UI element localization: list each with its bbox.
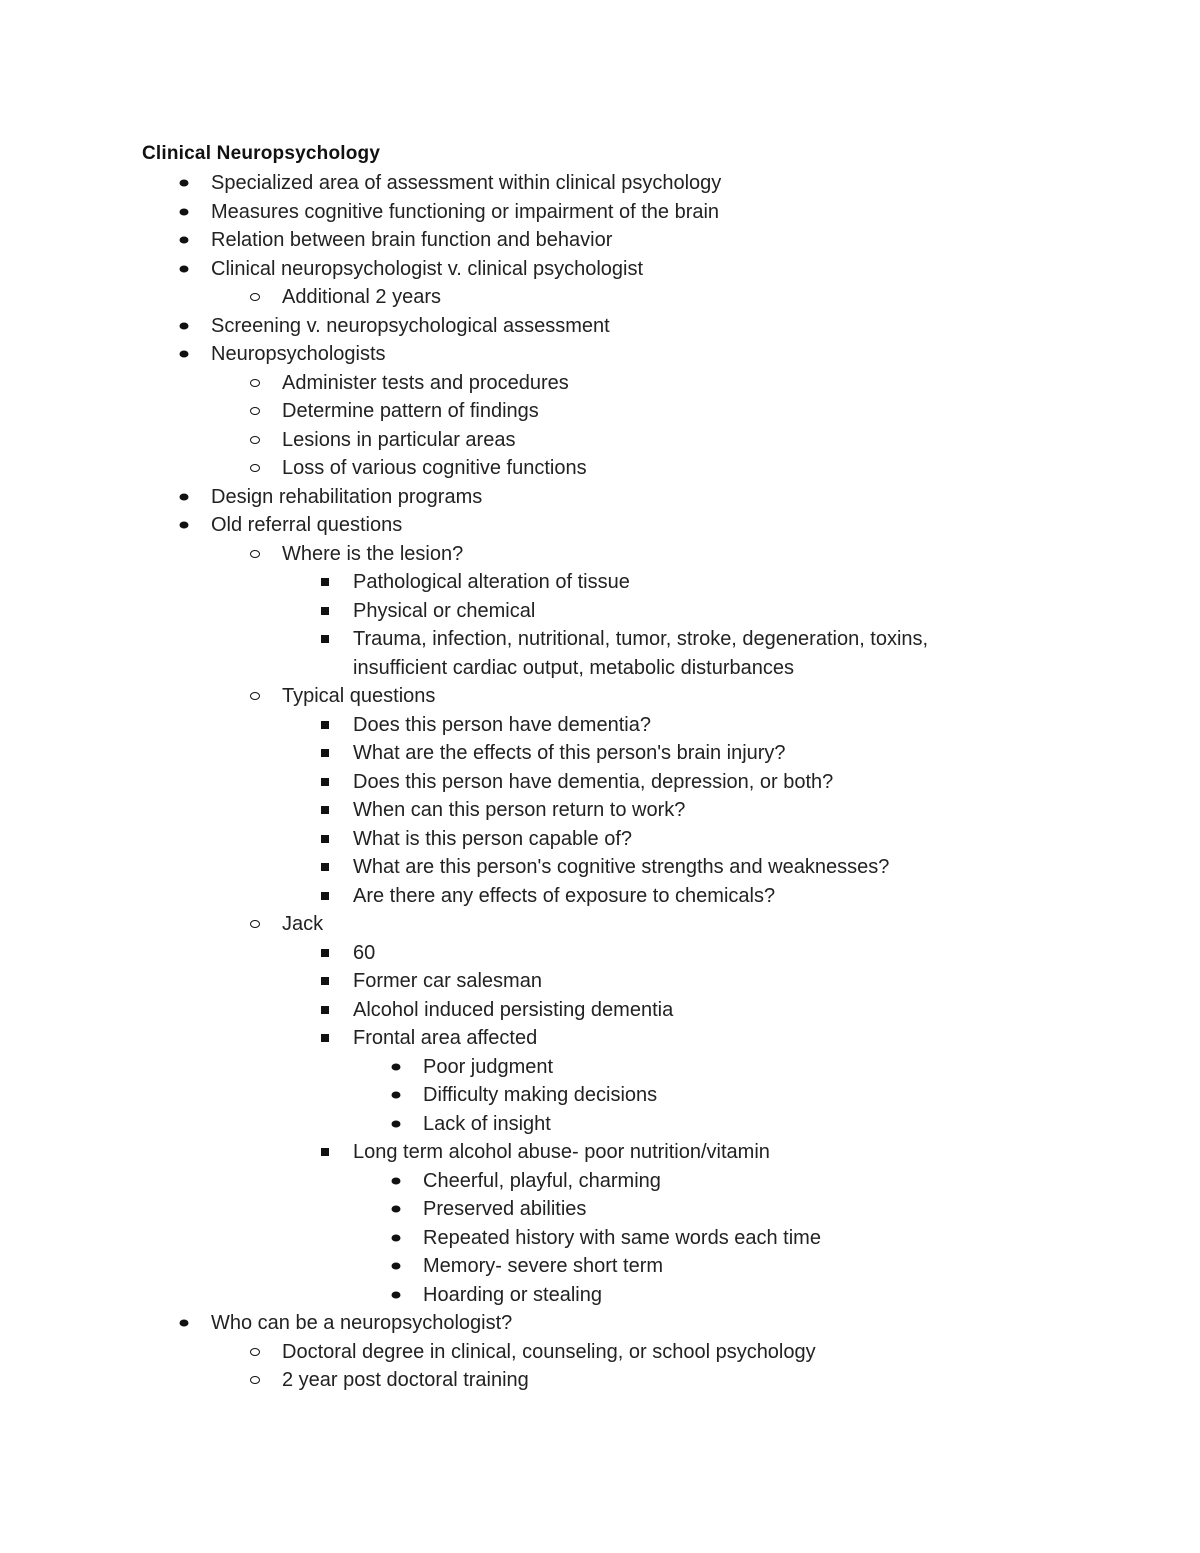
disc-bullet-icon xyxy=(388,1252,404,1281)
list-item-text: Additional 2 years xyxy=(282,286,441,308)
list-item xyxy=(0,169,1200,198)
list-item-text: Doctoral degree in clinical, counseling, or school psychology xyxy=(282,1340,816,1363)
list-item-text: When can this person return to work? xyxy=(353,799,686,821)
list-item-text: What are the effects of this person's brain injury? xyxy=(353,742,786,764)
outline-list xyxy=(0,169,1200,1395)
list-item xyxy=(0,682,1200,711)
list-item xyxy=(0,967,1200,996)
list-item xyxy=(0,910,1200,939)
square-bullet-icon xyxy=(317,739,333,768)
list-item xyxy=(0,882,1200,911)
square-bullet-icon xyxy=(317,711,333,740)
list-item-text: Preserved abilities xyxy=(423,1198,587,1220)
list-item-text: Memory- severe short term xyxy=(423,1255,664,1277)
list-item-text: Repeated history with same words each time xyxy=(423,1226,821,1249)
square-bullet-icon xyxy=(317,568,333,597)
list-item xyxy=(0,483,1200,512)
disc-bullet-icon xyxy=(388,1281,404,1310)
list-item xyxy=(0,198,1200,227)
list-item xyxy=(0,1110,1200,1139)
list-item xyxy=(0,1338,1200,1367)
disc-bullet-icon xyxy=(176,312,192,341)
list-item xyxy=(0,1167,1200,1196)
list-item-text: What is this person capable of? xyxy=(353,827,633,850)
square-bullet-icon xyxy=(317,1024,333,1053)
list-item-text: insufficient cardiac output, metabolic disturbances xyxy=(353,656,794,679)
list-item-text: Neuropsychologists xyxy=(211,343,386,365)
list-item-text: Loss of various cognitive functions xyxy=(282,457,587,479)
list-item-text: Difficulty making decisions xyxy=(423,1084,658,1106)
list-item-text: Lesions in particular areas xyxy=(282,428,516,451)
square-bullet-icon xyxy=(317,768,333,797)
list-item xyxy=(0,1309,1200,1338)
list-item xyxy=(0,1224,1200,1253)
circle-bullet-icon xyxy=(247,682,263,711)
list-item-text: Who can be a neuropsychologist? xyxy=(211,1312,513,1334)
list-item xyxy=(0,625,1200,654)
list-item xyxy=(0,711,1200,740)
list-item xyxy=(0,340,1200,369)
list-item xyxy=(0,283,1200,312)
square-bullet-icon xyxy=(317,967,333,996)
disc-bullet-icon xyxy=(176,255,192,284)
list-item-text: Cheerful, playful, charming xyxy=(423,1169,661,1192)
disc-bullet-icon xyxy=(176,169,192,198)
list-item xyxy=(0,853,1200,882)
circle-bullet-icon xyxy=(247,283,263,312)
square-bullet-icon xyxy=(317,853,333,882)
circle-bullet-icon xyxy=(247,910,263,939)
list-item xyxy=(0,540,1200,569)
list-item-text: Measures cognitive functioning or impairment of the brain xyxy=(211,200,720,223)
disc-bullet-icon xyxy=(176,511,192,540)
list-item-text: Does this person have dementia, depression, or both? xyxy=(353,770,834,793)
list-item-text: Screening v. neuropsychological assessment xyxy=(211,314,610,337)
list-item xyxy=(0,568,1200,597)
list-item-text: Clinical neuropsychologist v. clinical psychologist xyxy=(211,257,644,280)
disc-bullet-icon xyxy=(176,1309,192,1338)
list-item xyxy=(0,1024,1200,1053)
list-item xyxy=(0,996,1200,1025)
list-item xyxy=(0,768,1200,797)
disc-bullet-icon xyxy=(388,1081,404,1110)
document-title: Clinical Neuropsychology xyxy=(142,143,381,164)
list-item-text: 2 year post doctoral training xyxy=(282,1369,529,1391)
list-item-text: Are there any effects of exposure to chemicals? xyxy=(353,884,776,907)
list-item xyxy=(0,255,1200,284)
list-item xyxy=(0,1195,1200,1224)
list-item xyxy=(0,1053,1200,1082)
list-item-text: Former car salesman xyxy=(353,970,542,992)
square-bullet-icon xyxy=(317,882,333,911)
disc-bullet-icon xyxy=(388,1110,404,1139)
square-bullet-icon xyxy=(317,1138,333,1167)
list-item xyxy=(0,1281,1200,1310)
list-item-text: Old referral questions xyxy=(211,514,403,536)
list-item-text: Lack of insight xyxy=(423,1112,551,1135)
list-item xyxy=(0,739,1200,768)
list-item xyxy=(0,825,1200,854)
list-item-text: Design rehabilitation programs xyxy=(211,485,483,508)
square-bullet-icon xyxy=(317,825,333,854)
list-item xyxy=(0,1081,1200,1110)
list-item xyxy=(0,1366,1200,1395)
list-item-text: Relation between brain function and behavior xyxy=(211,229,613,251)
disc-bullet-icon xyxy=(176,226,192,255)
list-item xyxy=(0,511,1200,540)
list-item xyxy=(0,397,1200,426)
disc-bullet-icon xyxy=(176,340,192,369)
list-item-text: Determine pattern of findings xyxy=(282,400,539,422)
square-bullet-icon xyxy=(317,939,333,968)
list-item xyxy=(0,796,1200,825)
list-item-text: Where is the lesion? xyxy=(282,542,464,565)
list-item-text: Jack xyxy=(282,913,324,935)
list-item xyxy=(0,226,1200,255)
list-item-text: Poor judgment xyxy=(423,1055,554,1078)
list-item-text: Does this person have dementia? xyxy=(353,713,651,736)
list-item-text: Specialized area of assessment within clinical psychology xyxy=(211,172,722,194)
circle-bullet-icon xyxy=(247,397,263,426)
disc-bullet-icon xyxy=(388,1224,404,1253)
list-item xyxy=(0,312,1200,341)
list-item-text: Trauma, infection, nutritional, tumor, stroke, degeneration, toxins, xyxy=(353,628,929,650)
square-bullet-icon xyxy=(317,796,333,825)
list-item-text: Administer tests and procedures xyxy=(282,371,569,394)
circle-bullet-icon xyxy=(247,454,263,483)
circle-bullet-icon xyxy=(247,1366,263,1395)
list-item xyxy=(0,426,1200,455)
square-bullet-icon xyxy=(317,996,333,1025)
list-item-continuation xyxy=(0,654,1200,683)
circle-bullet-icon xyxy=(247,540,263,569)
list-item xyxy=(0,454,1200,483)
list-item-text: Frontal area affected xyxy=(353,1027,538,1049)
list-item-text: Hoarding or stealing xyxy=(423,1283,602,1306)
circle-bullet-icon xyxy=(247,426,263,455)
list-item-text: Alcohol induced persisting dementia xyxy=(353,998,674,1021)
list-item xyxy=(0,939,1200,968)
list-item xyxy=(0,369,1200,398)
list-item xyxy=(0,597,1200,626)
list-item xyxy=(0,1138,1200,1167)
disc-bullet-icon xyxy=(388,1195,404,1224)
disc-bullet-icon xyxy=(388,1053,404,1082)
list-item xyxy=(0,1252,1200,1281)
disc-bullet-icon xyxy=(176,198,192,227)
circle-bullet-icon xyxy=(247,369,263,398)
list-item-text: Physical or chemical xyxy=(353,599,536,622)
list-item-text: Typical questions xyxy=(282,685,436,707)
list-item-text: Long term alcohol abuse- poor nutrition/vitamin xyxy=(353,1141,770,1163)
square-bullet-icon xyxy=(317,597,333,626)
disc-bullet-icon xyxy=(388,1167,404,1196)
circle-bullet-icon xyxy=(247,1338,263,1367)
list-item-text: 60 xyxy=(353,941,376,964)
list-item-text: What are this person's cognitive strengths and weaknesses? xyxy=(353,856,890,878)
list-item-text: Pathological alteration of tissue xyxy=(353,571,630,593)
square-bullet-icon xyxy=(317,625,333,654)
disc-bullet-icon xyxy=(176,483,192,512)
